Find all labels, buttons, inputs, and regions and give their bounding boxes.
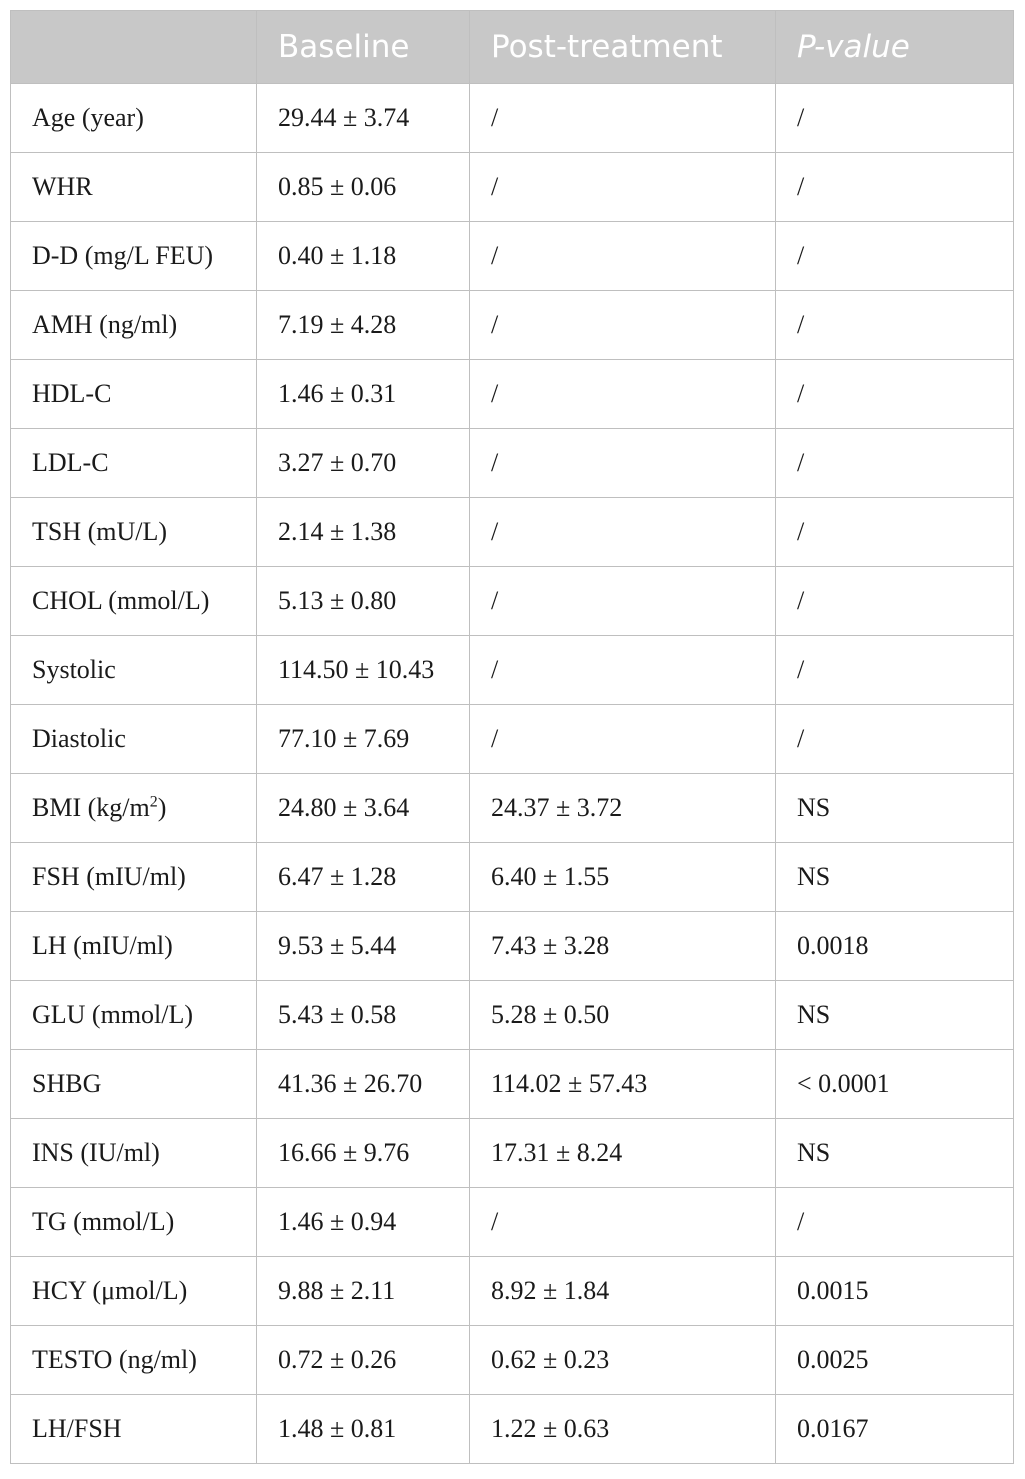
p-value-cell: 0.0015	[776, 1257, 1014, 1326]
post-treatment-cell: 114.02 ± 57.43	[470, 1050, 776, 1119]
table-row	[11, 84, 1014, 153]
row-label-cell	[11, 1257, 257, 1326]
table-row	[11, 912, 1014, 981]
row-label: TG (mmol/L)	[32, 1207, 175, 1236]
row-label: LH (mIU/ml)	[32, 931, 173, 960]
row-label-cell	[11, 843, 257, 912]
row-label-cell	[11, 1188, 257, 1257]
row-label: AMH (ng/ml)	[32, 310, 178, 339]
p-value-cell: 0.0025	[776, 1326, 1014, 1395]
row-label: Age (year)	[32, 103, 144, 132]
baseline-cell: 29.44 ± 3.74	[257, 84, 470, 153]
p-value-cell: NS	[776, 843, 1014, 912]
table-row	[11, 636, 1014, 705]
row-label-suffix: )	[157, 793, 167, 822]
baseline-cell: 3.27 ± 0.70	[257, 429, 470, 498]
table-row	[11, 1050, 1014, 1119]
post-treatment-cell: 8.92 ± 1.84	[470, 1257, 776, 1326]
p-value-cell: /	[776, 153, 1014, 222]
table-row	[11, 360, 1014, 429]
header-cell-post-treatment: Post-treatment	[470, 11, 776, 84]
post-treatment-cell: /	[470, 84, 776, 153]
table-row	[11, 1188, 1014, 1257]
p-value-cell: /	[776, 222, 1014, 291]
baseline-cell: 1.48 ± 0.81	[257, 1395, 470, 1464]
row-label: BMI (kg/m	[32, 793, 150, 822]
row-label-superscript: 2	[149, 793, 158, 811]
post-treatment-cell: /	[470, 429, 776, 498]
row-label-cell	[11, 498, 257, 567]
table-row	[11, 1395, 1014, 1464]
post-treatment-cell: 0.62 ± 0.23	[470, 1326, 776, 1395]
post-treatment-cell: /	[470, 636, 776, 705]
table-row	[11, 222, 1014, 291]
row-label-cell	[11, 1050, 257, 1119]
row-label: LH/FSH	[32, 1414, 122, 1443]
table-row	[11, 981, 1014, 1050]
row-label: HCY (μmol/L)	[32, 1276, 188, 1305]
baseline-cell: 0.85 ± 0.06	[257, 153, 470, 222]
table-row	[11, 429, 1014, 498]
post-treatment-cell: /	[470, 291, 776, 360]
table-row	[11, 291, 1014, 360]
post-treatment-cell: 1.22 ± 0.63	[470, 1395, 776, 1464]
p-value-cell: /	[776, 498, 1014, 567]
row-label: INS (IU/ml)	[32, 1138, 160, 1167]
table-row	[11, 498, 1014, 567]
table-header-row	[11, 11, 1014, 84]
post-treatment-cell: 24.37 ± 3.72	[470, 774, 776, 843]
table-row	[11, 774, 1014, 843]
baseline-cell: 77.10 ± 7.69	[257, 705, 470, 774]
row-label: LDL-C	[32, 448, 109, 477]
p-value-cell: /	[776, 291, 1014, 360]
baseline-cell: 5.43 ± 0.58	[257, 981, 470, 1050]
baseline-cell: 24.80 ± 3.64	[257, 774, 470, 843]
post-treatment-cell: /	[470, 498, 776, 567]
row-label-cell	[11, 1395, 257, 1464]
post-treatment-cell: 7.43 ± 3.28	[470, 912, 776, 981]
table-row	[11, 1326, 1014, 1395]
p-value-cell: 0.0018	[776, 912, 1014, 981]
p-value-cell: /	[776, 84, 1014, 153]
header-cell-variable	[11, 11, 257, 84]
baseline-cell: 2.14 ± 1.38	[257, 498, 470, 567]
post-treatment-cell: 5.28 ± 0.50	[470, 981, 776, 1050]
data-table	[10, 10, 1014, 1464]
row-label: Diastolic	[32, 724, 126, 753]
p-value-cell: NS	[776, 981, 1014, 1050]
baseline-cell: 0.72 ± 0.26	[257, 1326, 470, 1395]
row-label-cell	[11, 981, 257, 1050]
baseline-cell: 5.13 ± 0.80	[257, 567, 470, 636]
row-label-cell	[11, 1119, 257, 1188]
post-treatment-cell: 17.31 ± 8.24	[470, 1119, 776, 1188]
table-row	[11, 153, 1014, 222]
post-treatment-cell: /	[470, 567, 776, 636]
p-value-cell: NS	[776, 1119, 1014, 1188]
p-value-cell: /	[776, 429, 1014, 498]
post-treatment-cell: /	[470, 1188, 776, 1257]
row-label-cell	[11, 636, 257, 705]
row-label-cell	[11, 774, 257, 843]
baseline-cell: 6.47 ± 1.28	[257, 843, 470, 912]
post-treatment-cell: /	[470, 153, 776, 222]
baseline-cell: 9.53 ± 5.44	[257, 912, 470, 981]
row-label-cell	[11, 567, 257, 636]
row-label-cell	[11, 705, 257, 774]
row-label-cell	[11, 912, 257, 981]
baseline-cell: 9.88 ± 2.11	[257, 1257, 470, 1326]
p-value-cell: < 0.0001	[776, 1050, 1014, 1119]
row-label: FSH (mIU/ml)	[32, 862, 186, 891]
row-label-cell	[11, 222, 257, 291]
row-label: TESTO (ng/ml)	[32, 1345, 197, 1374]
data-table-container	[10, 10, 1013, 1464]
row-label-cell	[11, 291, 257, 360]
row-label: TSH (mU/L)	[32, 517, 168, 546]
p-value-cell: /	[776, 567, 1014, 636]
p-value-cell: NS	[776, 774, 1014, 843]
baseline-cell: 16.66 ± 9.76	[257, 1119, 470, 1188]
p-value-cell: /	[776, 705, 1014, 774]
p-value-cell: 0.0167	[776, 1395, 1014, 1464]
p-value-cell: /	[776, 1188, 1014, 1257]
p-value-cell: /	[776, 636, 1014, 705]
row-label: CHOL (mmol/L)	[32, 586, 210, 615]
header-cell-p-value: P-value	[776, 11, 1014, 84]
table-row	[11, 1257, 1014, 1326]
baseline-cell: 0.40 ± 1.18	[257, 222, 470, 291]
post-treatment-cell: /	[470, 705, 776, 774]
table-row	[11, 705, 1014, 774]
table-body	[11, 84, 1014, 1464]
table-row	[11, 567, 1014, 636]
row-label-cell	[11, 153, 257, 222]
row-label: Systolic	[32, 655, 116, 684]
row-label-cell	[11, 429, 257, 498]
baseline-cell: 7.19 ± 4.28	[257, 291, 470, 360]
post-treatment-cell: /	[470, 222, 776, 291]
table-row	[11, 1119, 1014, 1188]
row-label-cell	[11, 84, 257, 153]
baseline-cell: 1.46 ± 0.31	[257, 360, 470, 429]
baseline-cell: 41.36 ± 26.70	[257, 1050, 470, 1119]
baseline-cell: 1.46 ± 0.94	[257, 1188, 470, 1257]
post-treatment-cell: /	[470, 360, 776, 429]
header-cell-baseline: Baseline	[257, 11, 470, 84]
baseline-cell: 114.50 ± 10.43	[257, 636, 470, 705]
row-label: D-D (mg/L FEU)	[32, 241, 214, 270]
p-value-cell: /	[776, 360, 1014, 429]
row-label-cell	[11, 360, 257, 429]
row-label-cell	[11, 1326, 257, 1395]
row-label: HDL-C	[32, 379, 112, 408]
row-label: WHR	[32, 172, 93, 201]
table-row	[11, 843, 1014, 912]
row-label: GLU (mmol/L)	[32, 1000, 194, 1029]
row-label: SHBG	[32, 1069, 102, 1098]
post-treatment-cell: 6.40 ± 1.55	[470, 843, 776, 912]
